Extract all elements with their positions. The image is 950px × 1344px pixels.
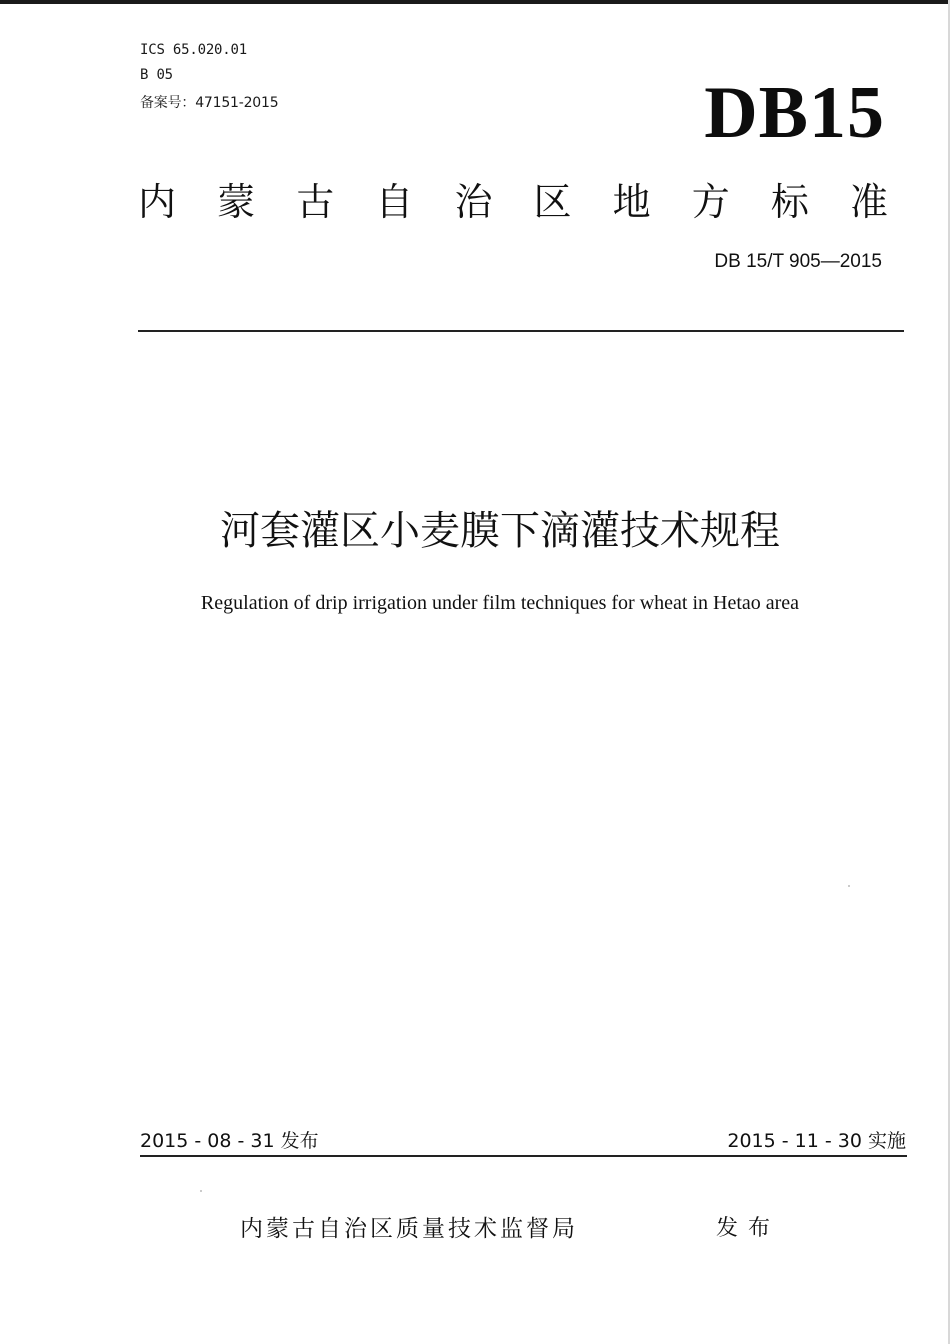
publisher-organization: 内蒙古自治区质量技术监督局: [240, 1216, 578, 1242]
db-standard-mark: DB15: [704, 72, 885, 154]
standard-class-char: 准: [849, 180, 888, 224]
scan-top-edge: [0, 0, 950, 4]
scan-speck: [200, 1190, 202, 1192]
standard-class-char: 古: [296, 180, 335, 224]
standard-class-char: 治: [454, 180, 493, 224]
document-title-english: Regulation of drip irrigation under film techniques for wheat in Hetao area: [200, 592, 800, 614]
implementation-date: 2015 - 11 - 30 实施: [727, 1130, 906, 1152]
standard-class-char: 区: [533, 180, 572, 224]
standard-class-heading: [138, 178, 888, 226]
standard-number: DB 15/T 905—2015: [714, 251, 882, 272]
top-divider: [138, 330, 904, 332]
document-title-chinese: 河套灌区小麦膜下滴灌技术规程: [220, 508, 780, 554]
scan-speck: [848, 885, 850, 887]
ccs-code: B 05: [140, 67, 173, 83]
publish-label: 发布: [716, 1216, 781, 1241]
issue-date: 2015 - 08 - 31 发布: [140, 1130, 319, 1152]
standard-class-char: 自: [375, 180, 414, 224]
standard-class-char: 蒙: [217, 180, 256, 224]
standard-class-char: 标: [770, 180, 809, 224]
bottom-divider: [140, 1155, 907, 1157]
standard-class-char: 方: [691, 180, 730, 224]
standard-class-char: 地: [612, 180, 651, 224]
record-number: 备案号：47151-2015: [140, 95, 279, 111]
standard-class-char: 内: [138, 180, 177, 224]
ics-code: ICS 65.020.01: [140, 42, 247, 58]
